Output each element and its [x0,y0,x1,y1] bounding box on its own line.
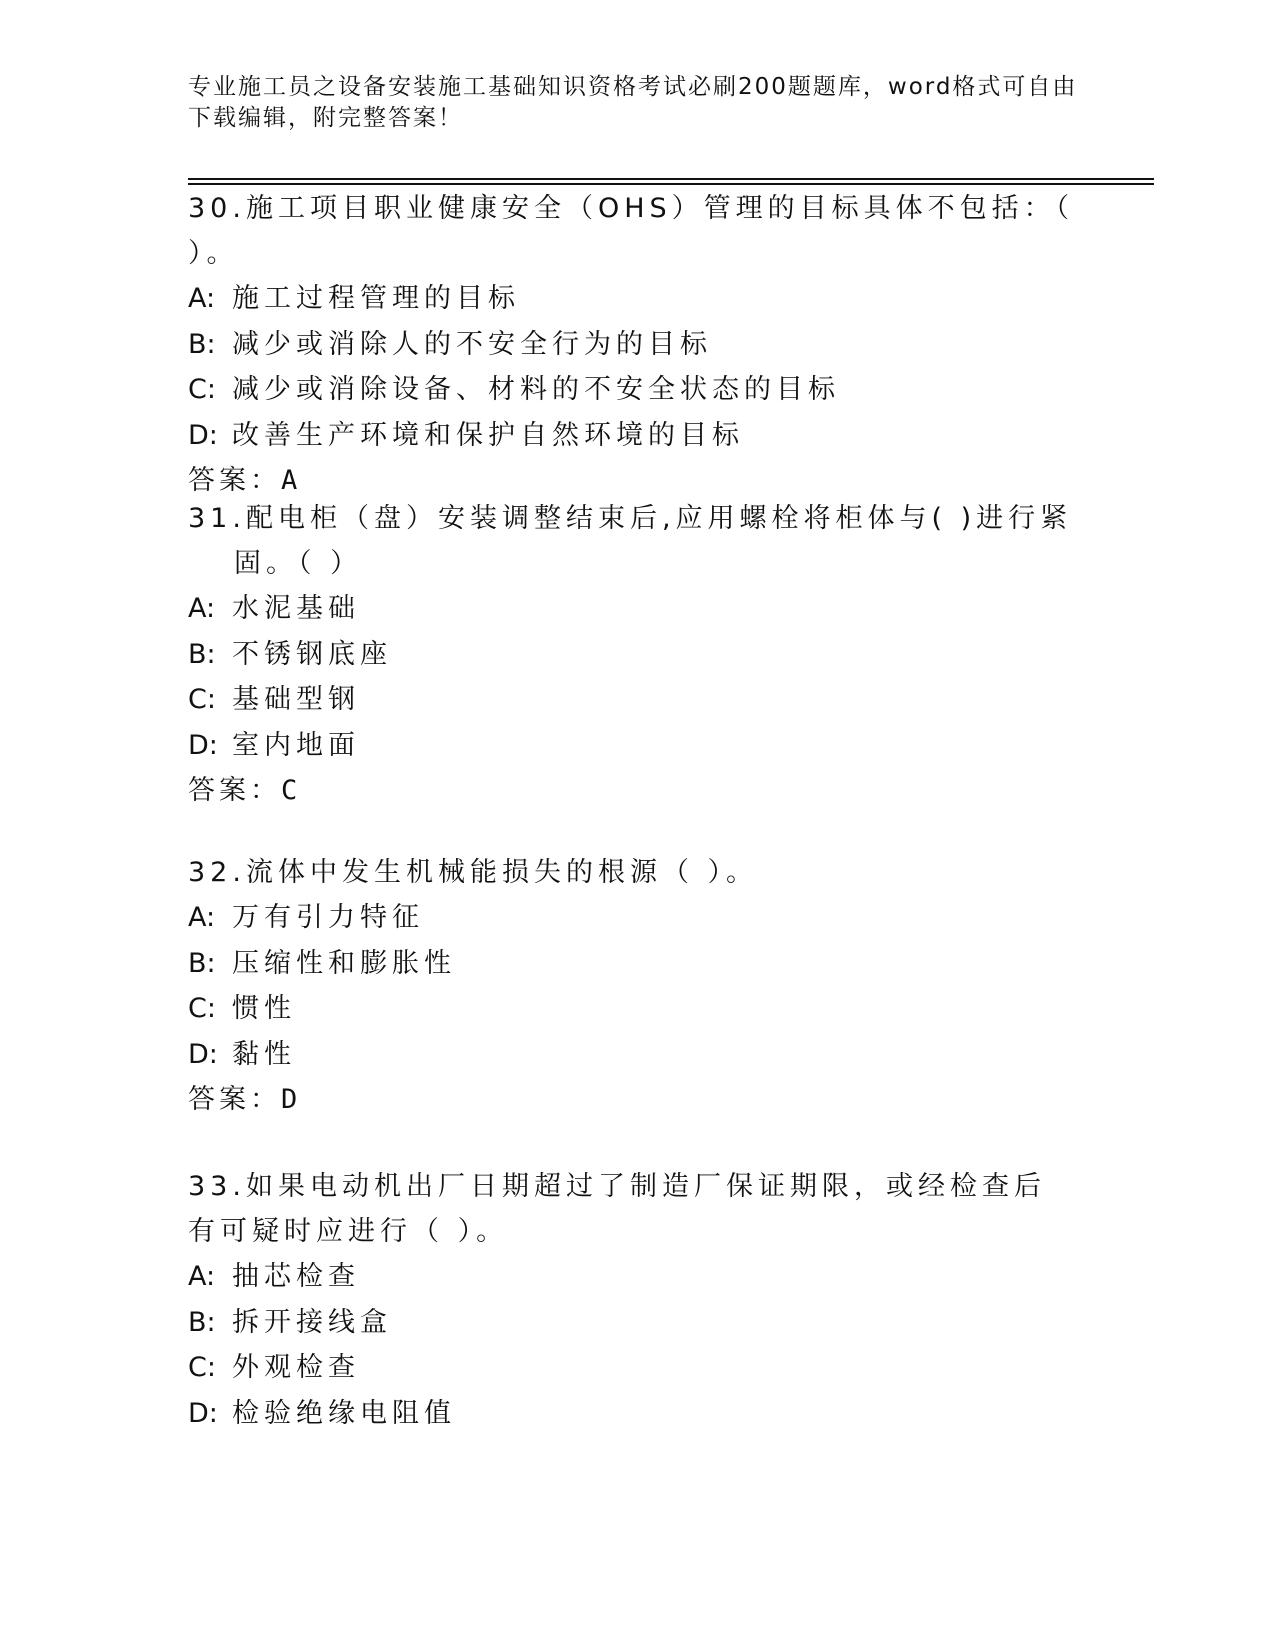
option-text: 减少或消除设备、材料的不安全状态的目标 [232,374,840,405]
answer-label: 答案： [188,1084,281,1115]
option-b [188,632,1088,678]
option-text: 不锈钢底座 [232,638,392,670]
answer-value: D [281,1084,300,1115]
option-d [188,413,1088,459]
option-key: A: [188,1261,216,1292]
answer [188,1077,1088,1123]
option-text: 施工过程管理的目标 [232,283,520,314]
option-text: 外观检查 [232,1352,360,1383]
option-text: 减少或消除人的不安全行为的目标 [232,328,712,360]
option-b [188,941,1088,987]
header-divider-bottom [188,183,1154,185]
option-key: D: [188,419,218,451]
option-key: D: [188,729,218,761]
question-text: 如果电动机出厂日期超过了制造厂保证期限，或经检查后有可疑时应进行（ ）。 [188,1171,1046,1247]
answer [188,768,1088,814]
option-key: B: [188,947,216,979]
option-d [188,1032,1088,1078]
option-text: 黏性 [232,1038,296,1070]
option-a [188,276,1088,322]
option-key: B: [188,328,216,360]
option-c [188,677,1088,723]
option-key: A: [188,902,216,933]
answer-value: C [281,775,300,806]
question-number: 32. [188,857,246,888]
option-text: 水泥基础 [232,593,360,624]
option-c [188,986,1088,1032]
option-text: 万有引力特征 [232,902,424,933]
question-stem [188,496,1094,586]
question-text: 流体中发生机械能损失的根源（ ）。 [245,857,759,888]
option-d [188,723,1088,769]
question-stem [188,186,1088,276]
option-text: 拆开接线盒 [232,1306,392,1338]
question-number: 33. [188,1171,246,1202]
document-header: 专业施工员之设备安装施工基础知识资格考试必刷200题题库，word格式可自由下载编辑，附完整答案！ [188,74,1078,131]
answer-label: 答案： [188,775,281,806]
option-a [188,895,1088,941]
option-key: D: [188,1038,218,1070]
option-text: 惯性 [232,993,296,1024]
question-text: 配电柜（盘）安装调整结束后,应用螺栓将柜体与( )进行紧固。（ ） [234,503,1073,579]
option-key: B: [188,1306,216,1338]
answer-label: 答案： [188,465,281,496]
option-key: C: [188,993,216,1024]
option-key: C: [188,1352,216,1383]
option-key: A: [188,593,216,624]
question-number: 31. [188,503,246,534]
question-number: 30. [188,193,246,224]
answer-value: A [281,465,300,496]
option-list [188,895,1088,1077]
header-divider-top [188,178,1154,180]
question-stem [188,1164,1048,1254]
option-key: A: [188,283,216,314]
option-text: 压缩性和膨胀性 [232,947,456,979]
option-text: 抽芯检查 [232,1261,360,1292]
option-text: 改善生产环境和保护自然环境的目标 [232,419,744,451]
option-list [188,1254,1088,1436]
question-30 [188,186,1088,504]
option-a [188,1254,1088,1300]
option-list [188,276,1088,458]
option-text: 检验绝缘电阻值 [232,1397,456,1429]
option-b [188,322,1088,368]
option-list [188,586,1088,768]
option-key: C: [188,374,216,405]
question-32 [188,850,1088,1123]
option-c [188,367,1088,413]
option-b [188,1300,1088,1346]
question-stem [188,850,1088,895]
option-text: 室内地面 [232,729,360,761]
option-a [188,586,1088,632]
option-d [188,1391,1088,1437]
option-c [188,1345,1088,1391]
option-text: 基础型钢 [232,684,360,715]
question-31 [188,496,1088,814]
option-key: D: [188,1397,218,1429]
option-key: C: [188,684,216,715]
option-key: B: [188,638,216,670]
question-33 [188,1164,1088,1436]
question-text: 施工项目职业健康安全（OHS）管理的目标具体不包括：（ ）。 [188,193,1075,269]
